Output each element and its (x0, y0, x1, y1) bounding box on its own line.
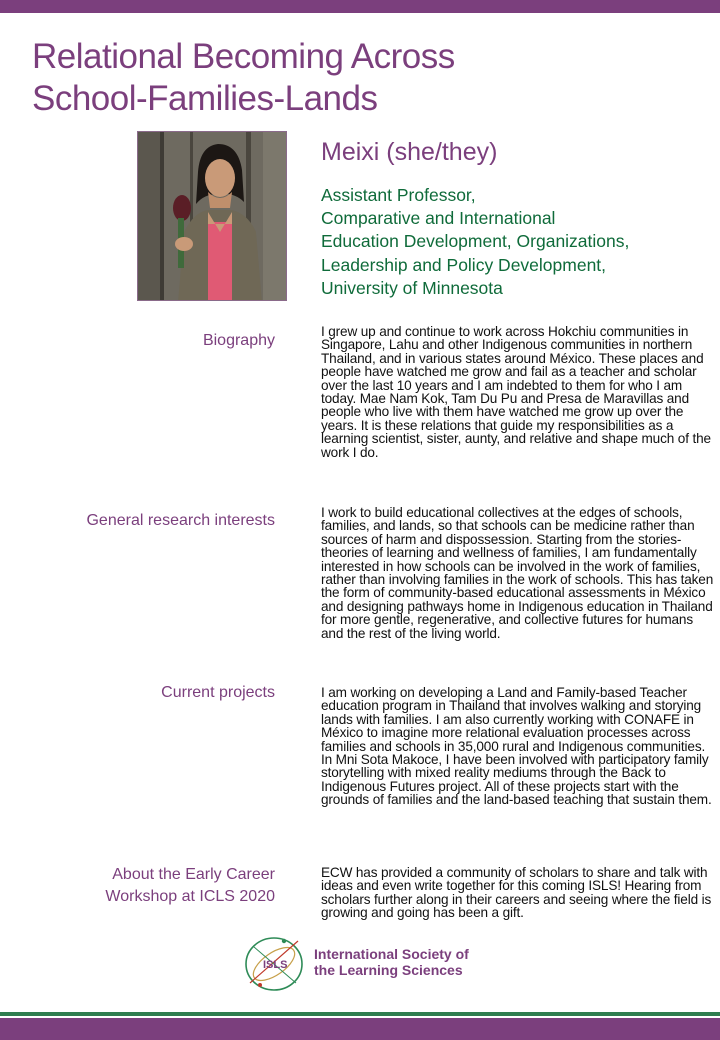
title-line-1: Relational Becoming Across (32, 37, 455, 76)
workshop-label (105, 864, 275, 908)
isls-wordmark (314, 946, 469, 978)
isls-wordmark-line-2: the Learning Sciences (314, 962, 463, 978)
isls-abbr: ISLS (263, 959, 288, 971)
affiliation-line: Comparative and International (321, 208, 556, 229)
research-text: I work to build educational collectives at the edges of schools, families, and lands, so that schools can be medicine rather than sources of harm and dispossession. Starting from the stories-theories of learning and wellness of families, I am fundamentally interested in how schools can be involved in the work of families, rather than involving families in the work of schools. This has taken the form of community-based educational assessments in México and designing pathways home in Indigenous education in Thailand for more gentle, regenerative, and collective futures for humans and the rest of the living world. (321, 505, 714, 641)
page-title (32, 36, 692, 120)
isls-logo (240, 933, 510, 995)
projects-text: I am working on developing a Land and Family-based Teacher education program in Thailand that involves walking and storying lands with families. I am also currently working with CONAFE in México to imagine more relational evaluation processes across families and schools in 35,000 rural and Indigenous communities. In Mni Sota Makoce, I have been involved with participatory family storytelling with mixed reality mediums through the Back to Indigenous Futures project. All of these projects start with the grounds of families and the land-based teaching that sustain them. (321, 685, 712, 808)
affiliation-line: University of Minnesota (321, 277, 503, 298)
isls-wordmark-line-1: International Society of (314, 946, 469, 962)
title-line-2: School-Families-Lands (32, 79, 378, 118)
isls-emblem-icon (240, 933, 310, 995)
workshop-text: ECW has provided a community of scholars to share and talk with ideas and even write together for this coming ISLS! Hearing from scholars further along in their careers and seeing where the field is growing and going has been a gift. (321, 865, 712, 921)
profile-photo (137, 131, 287, 301)
affiliation-line: Assistant Professor, (321, 185, 476, 205)
biography-text: I grew up and continue to work across Hokchiu communities in Singapore, Lahu and other Indigenous communities in northern Thailand, and in various states around México. These places and people have watched me grow and fail as a teacher and scholar over the last 10 years and I am indebted to them for who I am today. Mae Nam Kok, Tam Du Pu and Presa de Maravillas and people who live with them have watched me grow up over the years. It is these relations that guide my responsibilities as a learning scientist, sister, aunty, and relative and shape much of the work I do. (321, 324, 711, 460)
top-accent-bar (0, 0, 720, 13)
profile-affiliation (321, 184, 711, 300)
biography-label: Biography (202, 332, 275, 349)
workshop-label-line-2: Workshop at ICLS 2020 (105, 888, 275, 905)
bottom-green-rule (0, 1012, 720, 1016)
profile-name: Meixi (she/they) (321, 138, 498, 166)
affiliation-line: Education Development, Organizations, (321, 231, 630, 252)
affiliation-line: Leadership and Policy Development, (321, 254, 607, 275)
workshop-label-line-1: About the Early Career (112, 866, 275, 883)
research-label: General research interests (86, 512, 275, 529)
bottom-accent-bar (0, 1018, 720, 1040)
projects-label: Current projects (161, 684, 275, 701)
